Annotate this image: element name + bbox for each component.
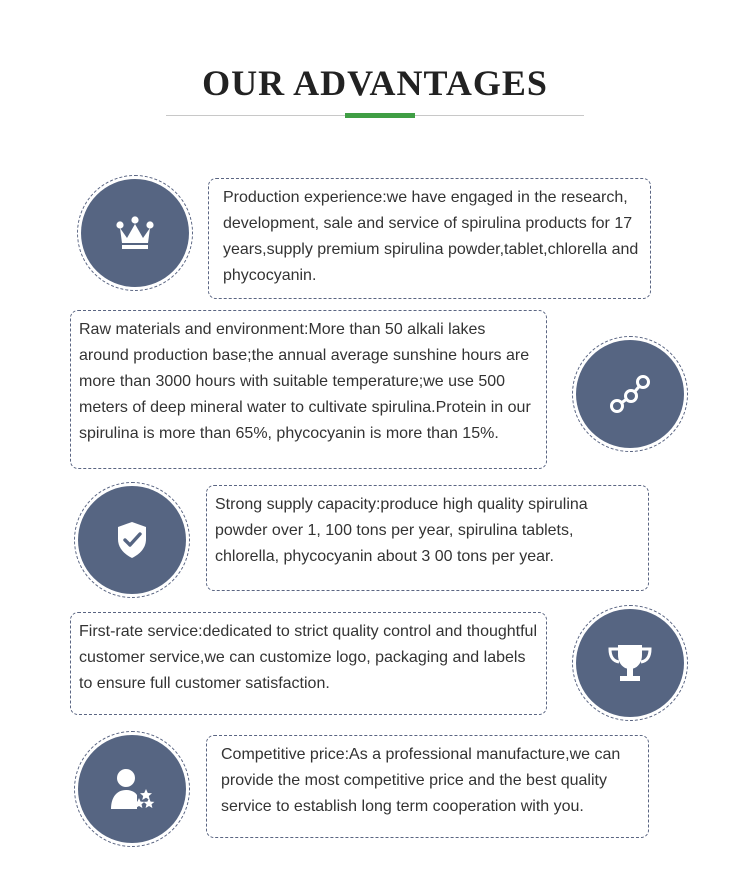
title-accent-bar bbox=[345, 113, 415, 118]
advantage-4-badge bbox=[572, 605, 688, 721]
page-title: OUR ADVANTAGES bbox=[202, 63, 548, 103]
shield-check-icon bbox=[114, 520, 150, 560]
advantage-3-text: Strong supply capacity:produce high quality spirulina powder over 1, 100 tons per year, spirulina tablets, chlorella, phycocyanin about 3 00 tons per year. bbox=[206, 485, 649, 591]
advantage-3-badge bbox=[74, 482, 190, 598]
advantage-5-text: Competitive price:As a professional manufacture,we can provide the most competitive price and the best quality service to establish long term cooperation with you. bbox=[206, 735, 649, 838]
advantage-2-badge bbox=[572, 336, 688, 452]
crown-icon bbox=[115, 215, 155, 251]
advantage-1-badge bbox=[77, 175, 193, 291]
connected-nodes-icon bbox=[608, 372, 652, 416]
user-stars-icon bbox=[109, 767, 155, 811]
advantage-4-text: First-rate service:dedicated to strict quality control and thoughtful customer service,we can customize logo, packaging and labels to ensure full customer satisfaction. bbox=[70, 612, 547, 715]
advantage-2-text: Raw materials and environment:More than 50 alkali lakes around production base;the annual average sunshine hours are more than 3000 hours with suitable temperature;we use 500 meters of deep mineral water to cultivate spirulina.Protein in our spirulina is more than 65%, phycocyanin is more than 15%. bbox=[70, 310, 547, 469]
advantage-5-badge bbox=[74, 731, 190, 847]
advantage-1-text: Production experience:we have engaged in the research, development, sale and service of spirulina products for 17 years,supply premium spirulina powder,tablet,chlorella and phycocyanin. bbox=[208, 178, 651, 299]
trophy-icon bbox=[606, 641, 654, 685]
